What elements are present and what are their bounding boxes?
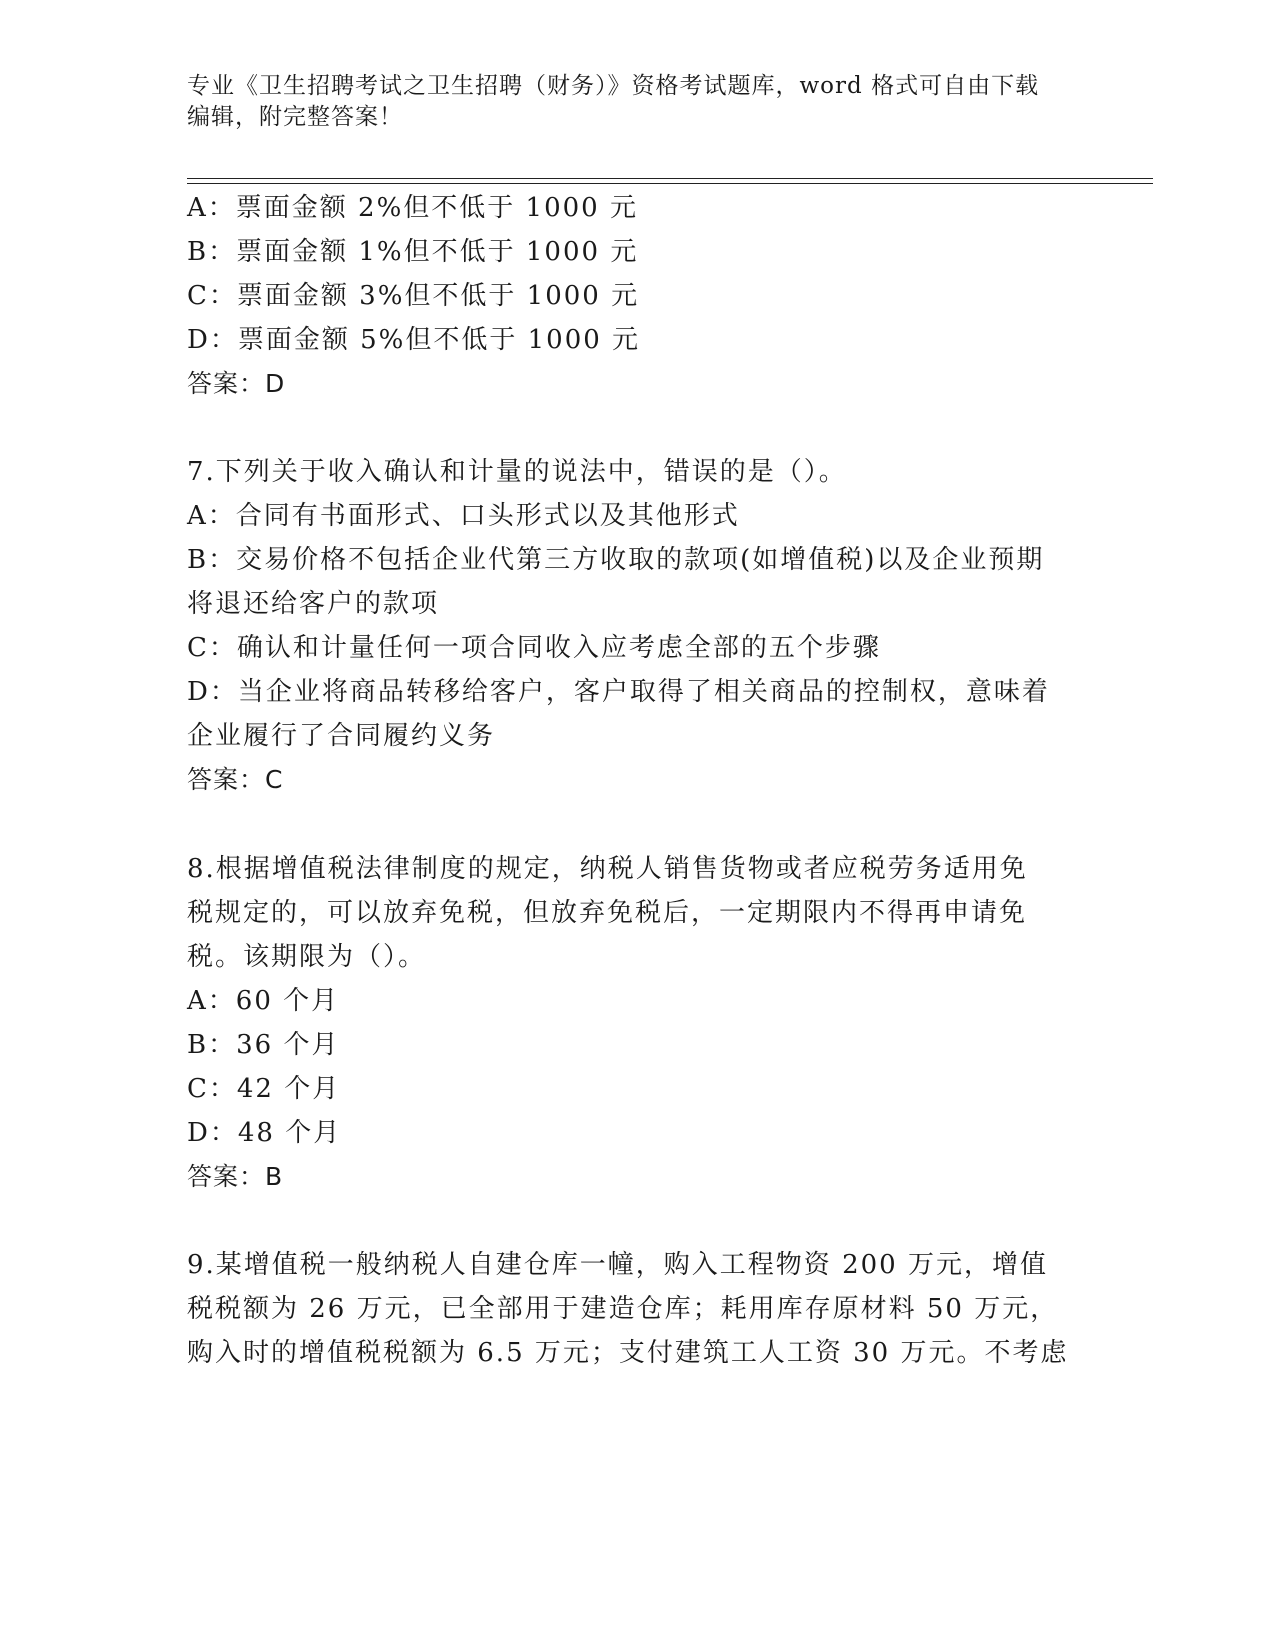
q9-stem-line-3: 购入时的增值税税额为 6.5 万元；支付建筑工人工资 30 万元。不考虑 — [187, 1338, 1069, 1368]
q7-option-d-line-2: 企业履行了合同履约义务 — [187, 721, 496, 751]
q9-stem-line-2: 税税额为 26 万元，已全部用于建造仓库；耗用库存原材料 50 万元， — [187, 1294, 1059, 1324]
q7-option-a: A：合同有书面形式、口头形式以及其他形式 — [187, 501, 740, 531]
header-line-2: 编辑，附完整答案！ — [187, 104, 403, 130]
header-line-1: 专业《卫生招聘考试之卫生招聘（财务）》资格考试题库，word 格式可自由下载 — [187, 73, 1040, 99]
q6-option-c: C：票面金额 3%但不低于 1000 元 — [187, 281, 640, 311]
q6-option-d: D：票面金额 5%但不低于 1000 元 — [187, 325, 641, 355]
q8-answer: 答案：B — [187, 1162, 284, 1191]
header-divider-bottom — [187, 183, 1153, 184]
q8-option-d: D：48 个月 — [187, 1118, 342, 1148]
q7-option-b-line-1: B：交易价格不包括企业代第三方收取的款项(如增值税)以及企业预期 — [187, 545, 1045, 575]
q8-stem-line-2: 税规定的，可以放弃免税，但放弃免税后，一定期限内不得再申请免 — [187, 898, 1028, 928]
q6-answer: 答案：D — [187, 369, 286, 398]
q8-option-c: C：42 个月 — [187, 1074, 341, 1104]
q8-stem-line-3: 税。该期限为（）。 — [187, 942, 427, 972]
q6-option-a: A：票面金额 2%但不低于 1000 元 — [187, 193, 638, 223]
q7-option-d-line-1: D：当企业将商品转移给客户，客户取得了相关商品的控制权，意味着 — [187, 677, 1050, 707]
q9-stem-line-1: 9.某增值税一般纳税人自建仓库一幢，购入工程物资 200 万元，增值 — [187, 1250, 1048, 1280]
header-divider-top — [187, 178, 1153, 179]
q7-answer: 答案：C — [187, 765, 284, 794]
q6-option-b: B：票面金额 1%但不低于 1000 元 — [187, 237, 639, 267]
q8-stem-line-1: 8.根据增值税法律制度的规定，纳税人销售货物或者应税劳务适用免 — [187, 854, 1028, 884]
q7-option-c: C：确认和计量任何一项合同收入应考虑全部的五个步骤 — [187, 633, 881, 663]
q7-option-b-line-2: 将退还给客户的款项 — [187, 589, 440, 619]
document-header — [187, 71, 1087, 133]
q8-option-b: B：36 个月 — [187, 1030, 340, 1060]
q7-stem: 7.下列关于收入确认和计量的说法中，错误的是（）。 — [187, 457, 847, 487]
q8-option-a: A：60 个月 — [187, 986, 340, 1016]
